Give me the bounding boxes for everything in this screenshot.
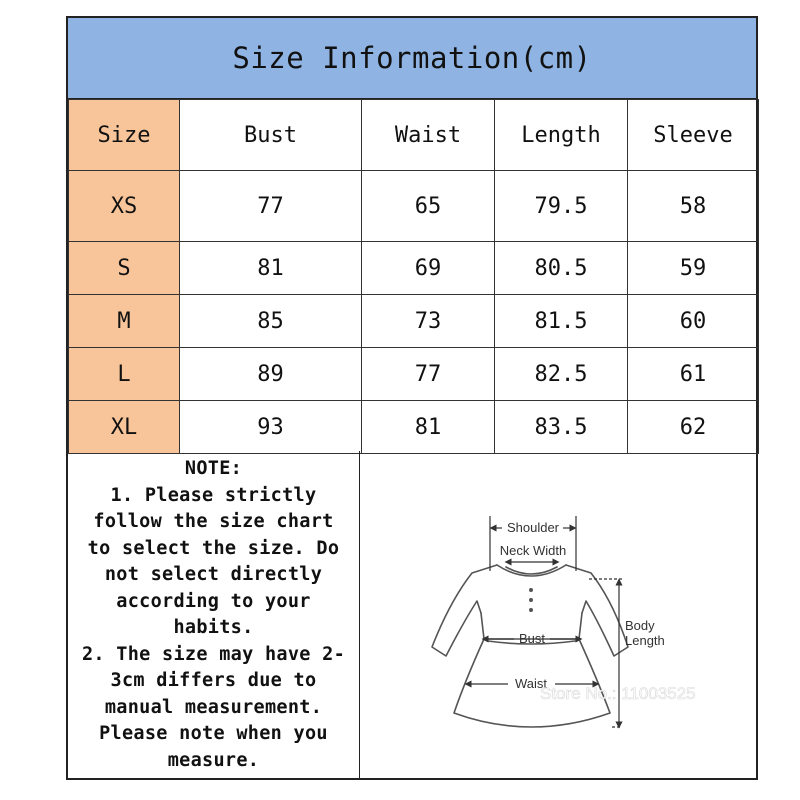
size-table xyxy=(68,99,759,454)
cell-length: 81.5 xyxy=(495,295,628,348)
note-line: Please note when you xyxy=(99,723,328,744)
note-line: according to your xyxy=(116,590,311,612)
header-waist: Waist xyxy=(362,100,495,171)
size-chart xyxy=(66,16,758,780)
header-length: Length xyxy=(495,100,628,171)
cell-bust: 93 xyxy=(180,401,362,454)
cell-waist: 73 xyxy=(362,295,495,348)
note-line: 2. The size may have 2- xyxy=(81,643,346,665)
dress-diagram-svg xyxy=(360,451,758,780)
note-line: NOTE: xyxy=(184,458,243,479)
header-bust: Bust xyxy=(180,100,362,171)
cell-bust: 81 xyxy=(180,242,362,295)
cell-size: S xyxy=(69,242,180,295)
cell-sleeve: 59 xyxy=(628,242,759,295)
cell-sleeve: 61 xyxy=(628,348,759,401)
cell-length: 79.5 xyxy=(495,171,628,242)
cell-size: M xyxy=(69,295,180,348)
cell-sleeve: 60 xyxy=(628,295,759,348)
note-line: 3cm differs due to xyxy=(110,670,317,691)
note-line: habits. xyxy=(173,617,254,638)
shoulder-label: Shoulder xyxy=(506,520,560,535)
cell-bust: 89 xyxy=(180,348,362,401)
cell-length: 82.5 xyxy=(495,348,628,401)
note-line: 1. Please strictly xyxy=(110,484,317,506)
cell-length: 80.5 xyxy=(495,242,628,295)
chart-title: Size Information(cm) xyxy=(68,18,756,99)
note-line: manual measurement. xyxy=(104,696,323,718)
table-row xyxy=(69,348,759,401)
table-row xyxy=(69,295,759,348)
table-row xyxy=(69,242,759,295)
cell-sleeve: 62 xyxy=(628,401,759,454)
body-length-label: Length xyxy=(625,633,665,648)
cell-length: 83.5 xyxy=(495,401,628,454)
measurement-diagram xyxy=(360,451,758,780)
button-dot xyxy=(529,598,533,602)
header-size: Size xyxy=(69,100,180,171)
button-dot xyxy=(529,588,533,592)
cell-bust: 85 xyxy=(180,295,362,348)
size-note xyxy=(68,451,360,780)
cell-size: XL xyxy=(69,401,180,454)
note-line: not select directly xyxy=(104,564,323,585)
table-row xyxy=(69,401,759,454)
cell-waist: 69 xyxy=(362,242,495,295)
cell-size: L xyxy=(69,348,180,401)
cell-bust: 77 xyxy=(180,171,362,242)
table-row xyxy=(69,171,759,242)
cell-waist: 77 xyxy=(362,348,495,401)
header-sleeve: Sleeve xyxy=(628,100,759,171)
note-line: measure. xyxy=(167,749,260,771)
cell-waist: 65 xyxy=(362,171,495,242)
cell-waist: 81 xyxy=(362,401,495,454)
note-line: to select the size. Do xyxy=(87,537,340,559)
cell-size: XS xyxy=(69,171,180,242)
bust-label: Bust xyxy=(518,631,546,646)
cell-sleeve: 58 xyxy=(628,171,759,242)
note-line: follow the size chart xyxy=(93,511,334,532)
body-length-label: Body xyxy=(625,618,655,633)
waist-label: Waist xyxy=(514,676,548,691)
store-watermark: Store No.: 11003525 xyxy=(540,684,696,703)
body-length-measure xyxy=(589,579,622,727)
neck-width-label: Neck Width xyxy=(499,543,567,558)
button-dot xyxy=(529,608,533,612)
table-header-row xyxy=(69,100,759,171)
